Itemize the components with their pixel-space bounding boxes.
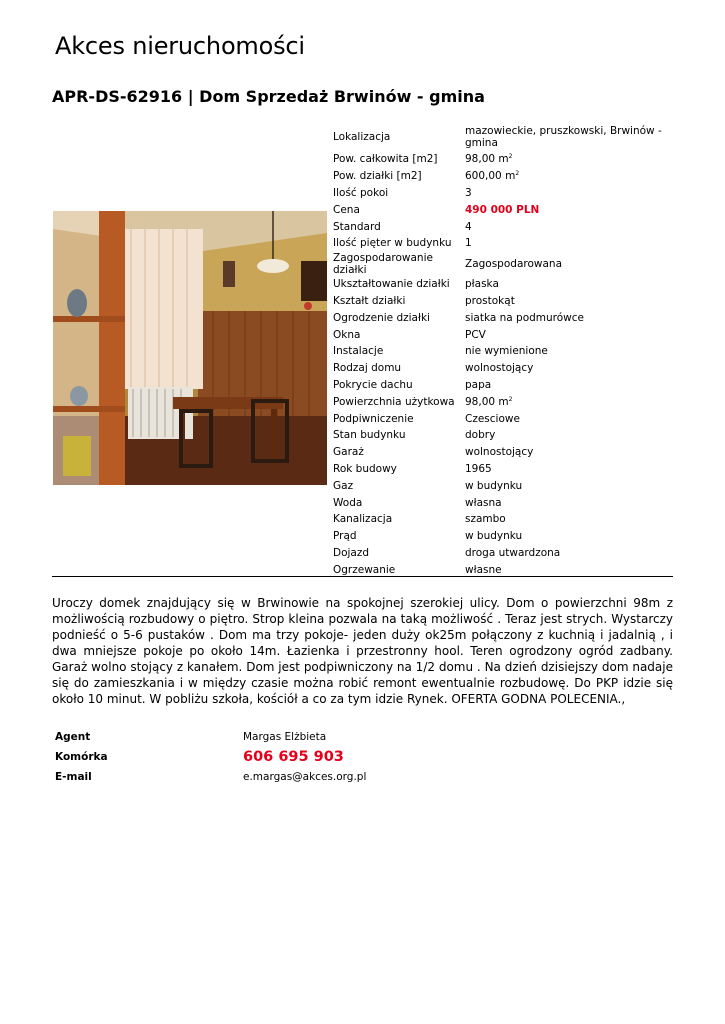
detail-row xyxy=(331,444,673,461)
listing-description: Uroczy domek znajdujący się w Brwinowie na spokojnej szerokiej ulicy. Dom o powierzchni 98m z możliwością rozbudowy o piętro. Strop kleina pozwala na taką możliwość . Teraz jest strych. Wystarczy podnieść o 5-6 pustaków . Dom ma trzy pokoje- jeden duży ok25m połączony z kuchnią i jadalnią , i dwa mniejsze pokoje po około 14m. Łazienka i przestronny hool. Teren ogrodzony ogród zadbany. Garaż wolno stojący z kanałem. Dom jest podpiwniczony na 1/2 domu . Na dzień dzisiejszy dom nadaje się do zamieszkania i w między czasie można robić remont ewentualnie rozbudowę. Do PKP idzie się około 10 minut. W pobliżu szkoła, kościół a co za tym idzie Rynek. OFERTA GODNA POLECENIA., xyxy=(52,596,673,706)
detail-value xyxy=(463,377,673,394)
detail-value xyxy=(463,252,673,276)
detail-value-text: własne xyxy=(465,563,502,576)
detail-value-text: mazowieckie, pruszkowski, Brwinów - gmina xyxy=(465,125,662,149)
detail-value-text: 600,00 m xyxy=(465,170,516,183)
detail-row xyxy=(331,343,673,360)
email-row xyxy=(53,767,366,787)
detail-value xyxy=(463,461,673,478)
detail-value-text: 4 xyxy=(465,220,472,233)
detail-value-text: szambo xyxy=(465,513,506,526)
detail-row xyxy=(331,151,673,168)
divider xyxy=(52,576,673,577)
detail-value-text: w budynku xyxy=(465,530,523,543)
detail-value-text: papa xyxy=(465,378,492,391)
detail-row xyxy=(331,235,673,252)
detail-label: Podpiwniczenie xyxy=(333,412,414,425)
email-link[interactable]: e.margas@akces.org.pl xyxy=(243,771,367,783)
detail-value-text: 98,00 m xyxy=(465,395,509,408)
detail-value-text: droga utwardzona xyxy=(465,546,561,559)
detail-row xyxy=(331,309,673,326)
detail-label: Kanalizacja xyxy=(333,513,393,526)
interior-photo-icon xyxy=(53,211,327,485)
agent-contact xyxy=(53,727,366,787)
detail-label: Woda xyxy=(333,496,363,509)
detail-value-text: wolnostojący xyxy=(465,446,534,459)
detail-value xyxy=(463,276,673,293)
detail-value xyxy=(463,393,673,410)
detail-value-text: nie wymienione xyxy=(465,345,548,358)
detail-row xyxy=(331,494,673,511)
detail-value-text: siatka na podmurówce xyxy=(465,311,585,324)
detail-row xyxy=(331,123,673,151)
detail-value xyxy=(463,477,673,494)
detail-label: Stan budynku xyxy=(333,429,406,442)
detail-label: Rok budowy xyxy=(333,462,397,475)
detail-row xyxy=(331,168,673,185)
property-details-table xyxy=(331,123,673,578)
detail-label: Pokrycie dachu xyxy=(333,378,413,391)
detail-value-text: prostokąt xyxy=(465,294,515,307)
detail-value-text: 98,00 m xyxy=(465,153,509,166)
detail-value-text: w budynku xyxy=(465,479,523,492)
detail-label: Ogrodzenie działki xyxy=(333,311,430,324)
detail-value-text: własna xyxy=(465,496,502,509)
detail-label: Dojazd xyxy=(333,546,370,559)
detail-value-text: Zagospodarowana xyxy=(465,257,562,270)
detail-value-text: 490 000 PLN xyxy=(465,203,540,216)
detail-label: Ilość pięter w budynku xyxy=(333,237,452,250)
detail-label: Standard xyxy=(333,220,381,233)
agent-row xyxy=(53,727,366,747)
detail-value xyxy=(463,444,673,461)
agent-label: Agent xyxy=(55,731,91,743)
detail-row xyxy=(331,360,673,377)
detail-row xyxy=(331,377,673,394)
detail-row xyxy=(331,276,673,293)
detail-label: Garaż xyxy=(333,446,364,459)
listing-title: APR-DS-62916 | Dom Sprzedaż Brwinów - gmina xyxy=(52,87,485,106)
detail-value xyxy=(463,218,673,235)
detail-row xyxy=(331,393,673,410)
detail-value xyxy=(463,494,673,511)
detail-row xyxy=(331,293,673,310)
detail-label: Prąd xyxy=(333,530,357,543)
detail-value xyxy=(463,360,673,377)
detail-value-text: Czesciowe xyxy=(465,412,520,425)
detail-label: Ukształtowanie działki xyxy=(333,278,450,291)
detail-value-text: PCV xyxy=(465,328,486,341)
detail-label: Zagospodarowanie działki xyxy=(333,251,433,276)
detail-label: Powierzchnia użytkowa xyxy=(333,395,455,408)
detail-value xyxy=(463,235,673,252)
detail-value-text: 3 xyxy=(465,186,472,199)
detail-row xyxy=(331,427,673,444)
detail-value xyxy=(463,151,673,168)
detail-label: Pow. działki [m2] xyxy=(333,170,422,183)
mobile-number[interactable]: 606 695 903 xyxy=(243,749,344,765)
detail-row xyxy=(331,252,673,276)
detail-label: Kształt działki xyxy=(333,294,406,307)
detail-value xyxy=(463,201,673,218)
brand-name: Akces nieruchomości xyxy=(55,32,305,60)
detail-row xyxy=(331,461,673,478)
unit-superscript: 2 xyxy=(508,395,513,403)
email-label: E-mail xyxy=(55,771,92,783)
detail-value xyxy=(463,309,673,326)
detail-label: Ilość pokoi xyxy=(333,186,389,199)
detail-label: Lokalizacja xyxy=(333,131,391,143)
detail-value-text: płaska xyxy=(465,278,499,291)
detail-row xyxy=(331,477,673,494)
detail-value xyxy=(463,528,673,545)
detail-value xyxy=(463,410,673,427)
detail-row xyxy=(331,511,673,528)
detail-value xyxy=(463,123,673,151)
detail-label: Rodzaj domu xyxy=(333,362,402,375)
detail-value xyxy=(463,185,673,202)
detail-row xyxy=(331,545,673,562)
detail-row xyxy=(331,218,673,235)
detail-value xyxy=(463,427,673,444)
detail-label: Okna xyxy=(333,328,361,341)
detail-value xyxy=(463,343,673,360)
detail-label: Gaz xyxy=(333,479,354,492)
unit-superscript: 2 xyxy=(515,170,520,178)
agent-name: Margas Elżbieta xyxy=(243,731,327,743)
mobile-row xyxy=(53,747,366,767)
detail-value-text: wolnostojący xyxy=(465,362,534,375)
unit-superscript: 2 xyxy=(508,153,513,161)
detail-row xyxy=(331,410,673,427)
detail-label: Ogrzewanie xyxy=(333,563,396,576)
detail-value xyxy=(463,545,673,562)
detail-value-text: 1 xyxy=(465,237,472,250)
detail-row xyxy=(331,326,673,343)
detail-label: Instalacje xyxy=(333,345,384,358)
detail-value-text: 1965 xyxy=(465,462,492,475)
detail-row xyxy=(331,528,673,545)
detail-row xyxy=(331,201,673,218)
detail-value xyxy=(463,168,673,185)
detail-value xyxy=(463,293,673,310)
detail-value xyxy=(463,326,673,343)
mobile-label: Komórka xyxy=(55,751,108,763)
detail-label: Pow. całkowita [m2] xyxy=(333,153,438,166)
detail-label: Cena xyxy=(333,203,360,216)
detail-value xyxy=(463,511,673,528)
detail-value-text: dobry xyxy=(465,429,496,442)
detail-row xyxy=(331,185,673,202)
